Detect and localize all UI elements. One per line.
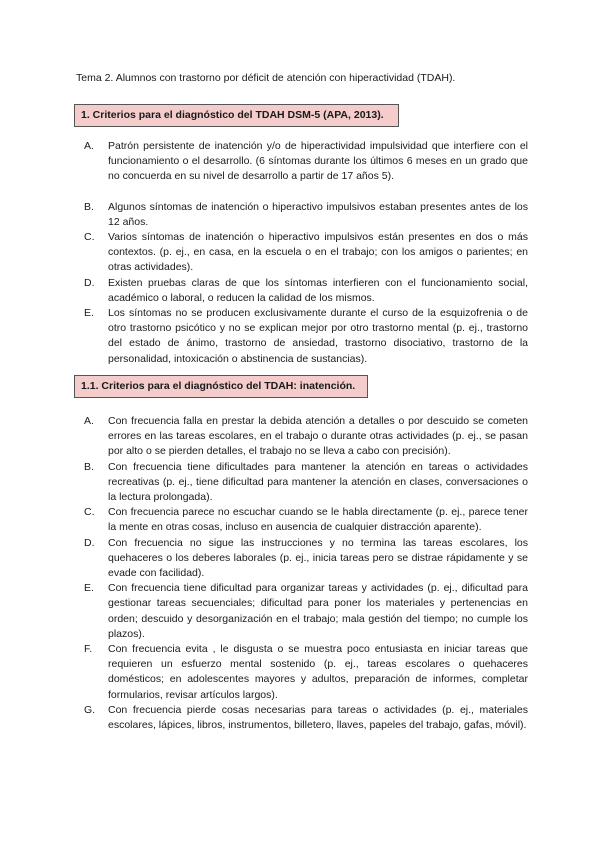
criterion-item xyxy=(84,200,528,230)
document-title: Tema 2. Alumnos con trastorno por déficit de atención con hiperactividad (TDAH). xyxy=(76,72,456,84)
criterion-letter: C. xyxy=(84,231,95,244)
criterion-text: Algunos síntomas de inatención o hiperactivo impulsivos estaban presentes antes de los 12 años. xyxy=(108,200,528,228)
criterion-letter: G. xyxy=(84,703,96,716)
criterion-letter: B. xyxy=(84,460,94,473)
criterion-item xyxy=(84,139,528,185)
criterion-letter: D. xyxy=(84,276,95,289)
inattention-criteria-list xyxy=(84,414,528,733)
criterion-letter: D. xyxy=(84,536,95,549)
criterion-item xyxy=(84,306,528,367)
criterion-letter: B. xyxy=(84,200,94,213)
criterion-text: Con frecuencia tiene dificultad para organizar tareas y actividades (p. ej., dificultad para gestionar tareas secuenciales; dificultad para poner los materiales y pertenencias en orden; descuido y desorganización en el trabajo; mala gestión del tiempo; no cumple los plazos). xyxy=(108,582,528,640)
section-heading-dsm5-criteria: 1. Criterios para el diagnóstico del TDAH DSM-5 (APA, 2013). xyxy=(74,104,399,127)
criterion-text: Varios síntomas de inatención o hiperactivo impulsivos están presentes en dos o más contextos. (p. ej., en casa, en la escuela o en el trabajo; con los amigos o parientes; en otras actividades). xyxy=(108,231,528,274)
section-heading-inattention-criteria: 1.1. Criterios para el diagnóstico del TDAH: inatención. xyxy=(74,375,368,398)
criterion-letter: C. xyxy=(84,506,95,519)
criterion-letter: A. xyxy=(84,140,94,152)
criterion-text: Con frecuencia pierde cosas necesarias para tareas o actividades (p. ej., materiales escolares, lápices, libros, instrumentos, billetero, llaves, papeles del trabajo, gafas, móvil). xyxy=(108,703,528,732)
criterion-letter: A. xyxy=(84,415,94,427)
criterion-letter: E. xyxy=(84,307,94,320)
criterion-text: Con frecuencia parece no escuchar cuando se le habla directamente (p. ej., parece tener la mente en otras cosas, incluso en ausencia de cualquier distracción aparente). xyxy=(108,506,528,534)
criterion-item xyxy=(84,505,528,535)
criterion-item xyxy=(84,642,528,703)
criterion-text: Patrón persistente de inatención y/o de hiperactividad impulsividad que interfiere con el funcionamiento o el desarrollo. (6 síntomas durante los últimos 6 meses en un grado que no concuerda en su nivel de desarrollo a partir de 17 años 5). xyxy=(108,140,528,183)
criterion-text: Con frecuencia falla en prestar la debida atención a detalles o por descuido se cometen errores en las tareas escolares, en el trabajo o durante otras actividades (p. ej., se pasan por alto o se pierden detalles, el trabajo no se lleva a cabo con precisión). xyxy=(108,415,528,458)
criterion-item xyxy=(84,581,528,642)
criterion-item xyxy=(84,230,528,276)
criterion-item xyxy=(84,276,528,306)
criterion-item xyxy=(84,460,528,506)
criterion-item xyxy=(84,414,528,460)
criterion-text: Con frecuencia tiene dificultades para mantener la atención en tareas o actividades recreativas (p. ej., tiene dificultad para mantener la atención en clases, conversaciones o la lectura prolongada). xyxy=(108,460,528,504)
criterion-text: Existen pruebas claras de que los síntomas interfieren con el funcionamiento social, académico o laboral, o reducen la calidad de los mismos. xyxy=(108,276,528,304)
criterion-letter: E. xyxy=(84,582,94,595)
criterion-text: Con frecuencia evita , le disgusta o se muestra poco entusiasta en iniciar tareas que requieren un esfuerzo mental sostenido (p. ej., tareas escolares o quehaceres domésticos; en adolescentes mayores y adultos, preparación de informes, completar formularios, revisar artículos largos). xyxy=(108,643,528,701)
criterion-text: Con frecuencia no sigue las instrucciones y no termina las tareas escolares, los quehaceres o los deberes laborales (p. ej., inicia tareas pero se distrae rápidamente y se evade con facilidad). xyxy=(108,536,528,580)
criterion-item xyxy=(84,536,528,582)
criterion-text: Los síntomas no se producen exclusivamente durante el curso de la esquizofrenia o de otro trastorno psicótico y no se explican mejor por otro trastorno mental (p. ej., trastorno del estado de ánimo, trastorno de ansiedad, trastorno disociativo, trastorno de la personalidad, intoxicación o abstinencia de sustancias). xyxy=(108,307,528,365)
criterion-item xyxy=(84,703,528,733)
dsm5-criteria-list xyxy=(84,139,528,367)
criterion-letter: F. xyxy=(84,643,93,656)
